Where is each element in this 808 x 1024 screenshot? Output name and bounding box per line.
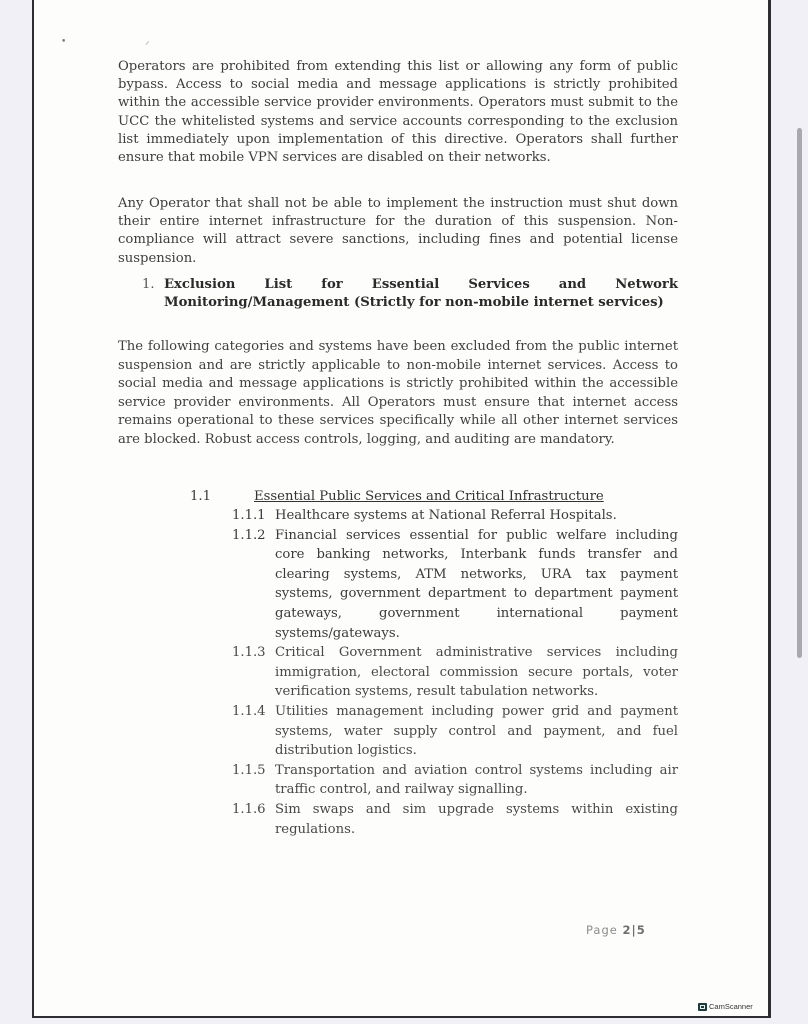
page-label: Page (586, 923, 618, 937)
item-number: 1.1.3 (232, 645, 266, 661)
section-number: 1. (142, 277, 155, 292)
list-item (232, 702, 678, 761)
scan-artifact-marks: • ⸝ (61, 37, 188, 47)
item-number: 1.1.6 (232, 801, 266, 817)
item-text: Utilities management including power grid and payment systems, water supply control and payment, and fuel distribution logistics. (275, 703, 678, 759)
exclusion-items-list (232, 506, 678, 839)
camscanner-watermark (698, 1002, 753, 1011)
item-number: 1.1.2 (232, 527, 266, 543)
page-total: 5 (636, 923, 646, 937)
item-number: 1.1.5 (232, 762, 266, 778)
vertical-scrollbar[interactable] (791, 0, 808, 1024)
page-number (586, 923, 646, 937)
list-item (232, 643, 678, 702)
page-current: 2 (622, 923, 632, 937)
paragraph-operator-prohibitions: Operators are prohibited from extending this list or allowing any form of public bypass. Access to social media and message applications is strictly prohibited within the accessible service provider environments. Operators must submit to the UCC the whitelisted systems and service accounts corresponding to the exclusion list immediately upon implementation of this directive. Operators shall further ensure that mobile VPN services are disabled on their networks. (118, 59, 678, 166)
scrollbar-thumb[interactable] (797, 128, 802, 658)
page-separator: | (631, 923, 637, 937)
item-text: Sim swaps and sim upgrade systems within existing regulations. (275, 801, 678, 837)
item-text: Transportation and aviation control systems including air traffic control, and railway signalling. (275, 762, 678, 798)
item-number: 1.1.1 (232, 508, 266, 523)
list-item (232, 800, 678, 839)
item-text: Financial services essential for public welfare including core banking networks, Interbank funds transfer and clearing systems, ATM networks, URA tax payment systems, government department to department payment gateways, government international payment systems/gateways. (275, 527, 678, 641)
subsection-number: 1.1 (190, 489, 211, 504)
watermark-text: CamScanner (709, 1002, 753, 1011)
list-item (232, 761, 678, 800)
item-text: Healthcare systems at National Referral Hospitals. (275, 508, 617, 523)
item-text: Critical Government administrative services including immigration, electoral commission secure portals, voter verification systems, result tabulation networks. (275, 645, 678, 700)
paragraph-noncompliance: Any Operator that shall not be able to implement the instruction must shut down their entire internet infrastructure for the duration of this suspension. Non-compliance will attract severe sanctions, including fines and potential license suspension. (118, 196, 678, 266)
list-item (232, 526, 678, 644)
list-item (232, 506, 678, 526)
section-title: Exclusion List for Essential Services and Network Monitoring/Management (Strictly for non-mobile internet services) (164, 277, 678, 311)
subsection-title: Essential Public Services and Critical Infrastructure (254, 489, 604, 504)
item-number: 1.1.4 (232, 703, 266, 719)
subsection-heading (190, 488, 680, 506)
scanned-page (32, 0, 771, 1018)
section-heading (142, 276, 678, 312)
camscanner-logo-icon (698, 1003, 707, 1011)
section-intro-paragraph: The following categories and systems have been excluded from the public internet suspension and are strictly applicable to non-mobile internet services. Access to social media and message applications is strictly prohibited within the accessible service provider environments. All Operators must ensure that internet access remains operational to these services specifically while all other internet services are blocked. Robust access controls, logging, and auditing are mandatory. (118, 339, 678, 447)
